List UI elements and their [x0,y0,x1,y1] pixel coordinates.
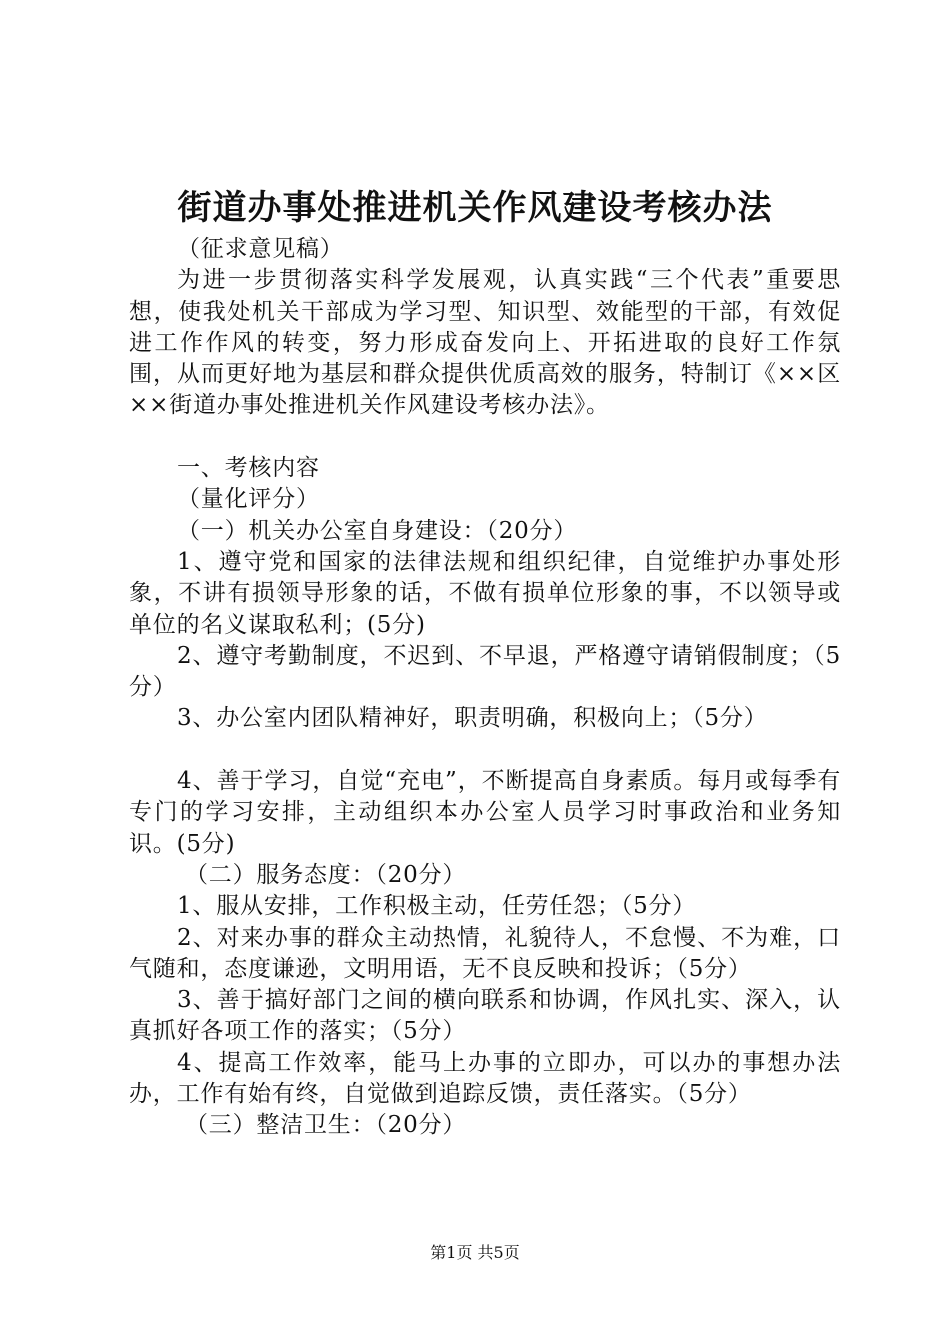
paragraph: （二）服务态度：（20分） [185,861,467,888]
paragraph: 一、考核内容 [177,455,320,482]
paragraph: （一）机关办公室自身建设：（20分） [177,517,578,544]
paragraph: 3、办公室内团队精神好，职责明确，积极向上；（5分） [177,705,768,732]
paragraph: 2、遵守考勤制度，不迟到、不早退，严格遵守请销假制度；（5分） [129,642,841,701]
paragraph: 2、对来办事的群众主动热情，礼貌待人，不怠慢、不为难，口气随和，态度谦逊，文明用语，无不良反映和投诉；（5分） [129,924,841,982]
paragraph: 1、服从安排，工作积极主动，任劳任怨；（5分） [177,893,697,920]
document-body [129,234,841,1142]
paragraph: （三）整洁卫生：（20分） [185,1112,467,1139]
paragraph [129,735,841,766]
paragraph: 4、善于学习，自觉“充电”，不断提高自身素质。每月或每季有专门的学习安排，主动组织本办公室人员学习时事政治和业务知识。(5分) [129,768,841,857]
page-footer: 第1页 共5页 [430,1243,520,1262]
paragraph: （征求意见稿） [177,236,344,262]
document-title: 街道办事处推进机关作风建设考核办法 [177,188,773,228]
paragraph: 3、善于搞好部门之间的横向联系和协调，作风扎实、深入，认真抓好各项工作的落实；（5分） [129,987,841,1045]
paragraph: 1、遵守党和国家的法律法规和组织纪律，自觉维护办事处形象，不讲有损领导形象的话，不做有损单位形象的事，不以领导或单位的名义谋取私利；(5分) [129,548,841,638]
paragraph: 4、提高工作效率，能马上办事的立即办，可以办的事想办法办，工作有始有终，自觉做到追踪反馈，责任落实。（5分） [129,1049,841,1108]
paragraph [129,422,841,453]
paragraph: 为进一步贯彻落实科学发展观，认真实践“三个代表”重要思想，使我处机关干部成为学习型、知识型、效能型的干部，有效促进工作作风的转变，努力形成奋发向上、开拓进取的良好工作氛围，从而更好地为基层和群众提供优质高效的服务，特制订《××区××街道办事处推进机关作风建设考核办法》。 [129,267,841,419]
paragraph: （量化评分） [177,486,320,513]
